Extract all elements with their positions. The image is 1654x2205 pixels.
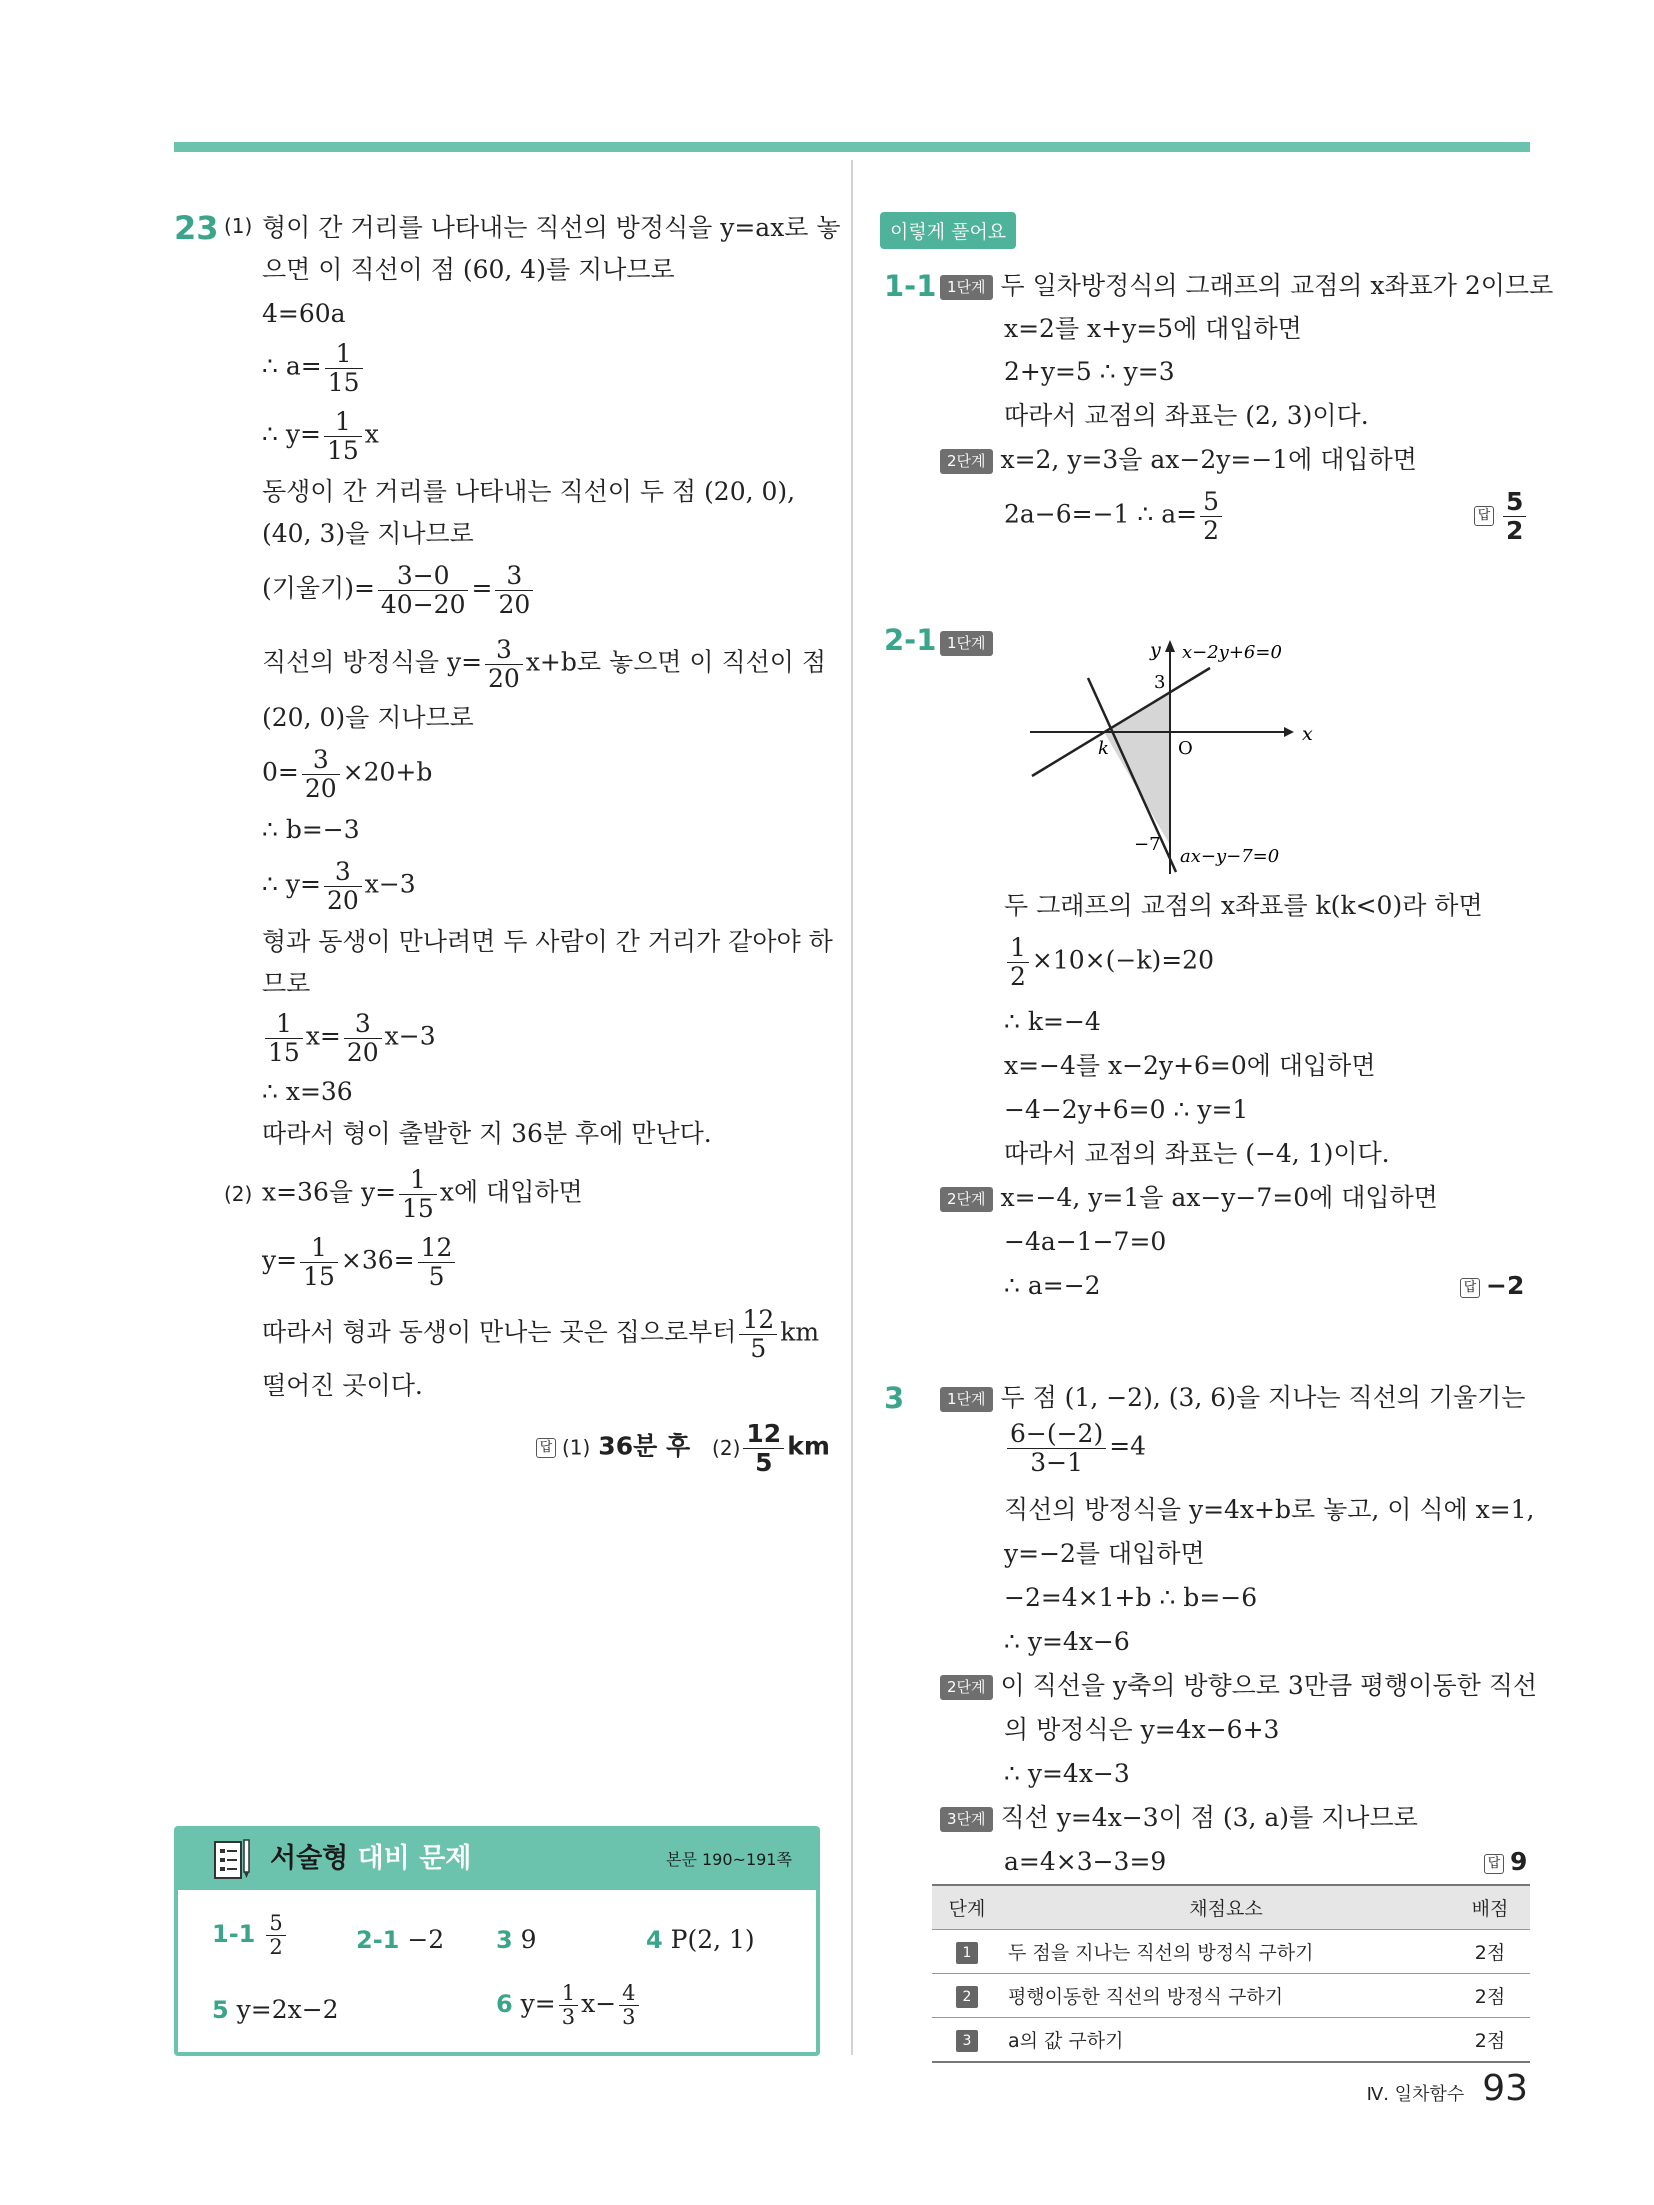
solution-line: 따라서 형과 동생이 만나는 곳은 집으로부터 $\frac{12}{5}$ km — [262, 1305, 820, 1363]
solution-line: 두 그래프의 교점의 x좌표를 k(k<0)라 하면 — [1004, 891, 1483, 920]
box-answer: 2-1 −2 — [356, 1925, 445, 1954]
col-header-step: 단계 — [932, 1885, 1002, 1930]
graph-line1-label: x−2y+6=0 — [1182, 642, 1282, 663]
points-cell: 2점 — [1450, 2018, 1530, 2063]
step-badge: 2단계 — [940, 1675, 993, 1700]
top-rule — [174, 142, 1530, 152]
solution-line: x=−4를 x−2y+6=0에 대입하면 — [1004, 1051, 1376, 1080]
shaded-triangle — [1104, 692, 1170, 845]
points-cell: 2점 — [1450, 1974, 1530, 2018]
box-page-ref: 본문 190~191쪽 — [666, 1850, 792, 1869]
solution-line: (기울기)= $\frac{3-0}{40-20}$ = $\frac{3}{20}$ — [262, 562, 536, 618]
solution-line: x=36을 y= $\frac{1}{15}$ x에 대입하면 — [262, 1165, 583, 1223]
notebook-icon — [212, 1838, 252, 1882]
solution-line: ∴ y=4x−6 — [1004, 1627, 1130, 1656]
column-divider — [851, 160, 853, 2055]
col-header-points: 배점 — [1450, 1885, 1530, 1930]
solution-line: 직선의 방정식을 y= $\frac{3}{20}$ x+b로 놓으면 이 직선이 점 — [262, 635, 827, 693]
box-title: 서술형 대비 문제 — [270, 1843, 472, 1874]
solution-line: 0= $\frac{3}{20}$ ×20+b — [262, 745, 433, 803]
criteria-cell: a의 값 구하기 — [1002, 2018, 1450, 2063]
answer: 답 −2 — [1460, 1270, 1524, 1301]
solution-line: 형이 간 거리를 나타내는 직선의 방정식을 y=ax로 놓 — [262, 213, 841, 242]
step-number: 1 — [956, 1942, 978, 1964]
solution-line: y=−2를 대입하면 — [1004, 1539, 1205, 1568]
answer-mark-icon: 답 — [536, 1438, 556, 1458]
box-answer: 1-1 $\frac{5}{2}$ — [212, 1912, 289, 1959]
col-header-criteria: 채점요소 — [1002, 1885, 1450, 1930]
solution-line: 으면 이 직선이 점 (60, 4)를 지나므로 — [262, 255, 675, 284]
solution-line: 따라서 교점의 좌표는 (−4, 1)이다. — [1004, 1139, 1390, 1168]
criteria-cell: 평행이동한 직선의 방정식 구하기 — [1002, 1974, 1450, 2018]
solution-line: ∴ x=36 — [262, 1077, 353, 1106]
step-line — [940, 626, 993, 657]
step-line: 2단계 이 직선을 y축의 방향으로 3만큼 평행이동한 직선 — [940, 1670, 1537, 1701]
solution-line: 떨어진 곳이다. — [262, 1371, 423, 1400]
answer-mark-icon: 답 — [1460, 1278, 1480, 1298]
points-cell: 2점 — [1450, 1930, 1530, 1974]
graph-m7-label: −7 — [1134, 834, 1161, 855]
table-row — [932, 1974, 1530, 2018]
descriptive-answer-box — [174, 1826, 820, 2056]
answer-mark-icon: 답 — [1474, 506, 1494, 526]
table-header-row — [932, 1885, 1530, 1930]
question-number: 23 — [174, 209, 219, 247]
criteria-cell: 두 점을 지나는 직선의 방정식 구하기 — [1002, 1930, 1450, 1974]
scoring-table — [932, 1884, 1530, 2063]
coordinate-graph — [1030, 630, 1340, 880]
part-label: (1) — [224, 214, 253, 238]
page-number: 93 — [1482, 2068, 1528, 2109]
box-answer: 6 y= $\frac{1}{3}$ x− $\frac{4}{3}$ — [496, 1982, 642, 2029]
page-footer — [1367, 2068, 1528, 2109]
step-number: 3 — [956, 2030, 978, 2052]
solution-line: ∴ a= $\frac{1}{15}$ — [262, 340, 366, 396]
solution-line: −2=4×1+b ∴ b=−6 — [1004, 1583, 1258, 1612]
question-number: 3 — [884, 1381, 905, 1415]
table-row — [932, 1930, 1530, 1974]
box-header — [178, 1830, 816, 1890]
solution-line: 4=60a — [262, 299, 346, 328]
solution-line: 므로 — [262, 969, 311, 998]
solution-line: ∴ y= $\frac{3}{20}$ x−3 — [262, 857, 416, 915]
step-line: 2단계 x=2, y=3을 ax−2y=−1에 대입하면 — [940, 444, 1417, 475]
step-line: 1단계 두 점 (1, −2), (3, 6)을 지나는 직선의 기울기는 — [940, 1382, 1525, 1413]
solution-line: $\frac{1}{15}$ x= $\frac{3}{20}$ x−3 — [262, 1010, 436, 1066]
graph-3-label: 3 — [1154, 672, 1166, 693]
solution-line: −4a−1−7=0 — [1004, 1227, 1167, 1256]
solution-line: ∴ y= $\frac{1}{15}$ x — [262, 407, 379, 465]
solution-line: $\frac{1}{2}$ ×10×(−k)=20 — [1004, 934, 1214, 990]
solution-line: ∴ b=−3 — [262, 815, 360, 844]
answer: 답 (1) 36분 후 (2) $\frac{12}{5}$ km — [536, 1420, 830, 1476]
x-axis-arrow-icon — [1284, 727, 1294, 737]
step-badge: 1단계 — [940, 275, 993, 300]
solution-line: $\frac{6-(-2)}{3-1}$ =4 — [1004, 1420, 1146, 1476]
solution-line: x=2를 x+y=5에 대입하면 — [1004, 314, 1302, 343]
solution-line: a=4×3−3=9 — [1004, 1847, 1167, 1876]
answer: 답 $\frac{5}{2}$ — [1474, 488, 1529, 544]
graph-line2-label: ax−y−7=0 — [1180, 846, 1280, 867]
chapter-label: Ⅳ. 일차함수 — [1366, 2084, 1465, 2105]
graph-origin-label: O — [1178, 738, 1193, 759]
step-badge: 3단계 — [940, 1807, 993, 1832]
solution-badge: 이렇게 풀어요 — [880, 212, 1016, 249]
step-badge: 1단계 — [940, 631, 993, 656]
step-number: 2 — [956, 1986, 978, 2008]
solution-line: ∴ a=−2 — [1004, 1271, 1101, 1300]
box-answer: 4 P(2, 1) — [646, 1925, 755, 1954]
y-axis-arrow-icon — [1165, 640, 1175, 652]
solution-line: 따라서 형이 출발한 지 36분 후에 만난다. — [262, 1119, 712, 1148]
box-answer: 3 9 — [496, 1925, 537, 1954]
question-number: 1-1 — [884, 269, 937, 303]
solution-line: 동생이 간 거리를 나타내는 직선이 두 점 (20, 0), — [262, 477, 796, 506]
answer-mark-icon: 답 — [1484, 1854, 1504, 1874]
box-answer: 5 y=2x−2 — [212, 1995, 339, 2024]
step-badge: 2단계 — [940, 1187, 993, 1212]
solution-line: 의 방정식은 y=4x−6+3 — [1004, 1715, 1280, 1744]
solution-line: ∴ k=−4 — [1004, 1007, 1101, 1036]
graph-k-label: k — [1098, 738, 1109, 759]
solution-line: ∴ y=4x−3 — [1004, 1759, 1130, 1788]
step-badge: 2단계 — [940, 449, 993, 474]
solution-line: (20, 0)을 지나므로 — [262, 703, 474, 732]
step-line: 1단계 두 일차방정식의 그래프의 교점의 x좌표가 2이므로 — [940, 270, 1553, 301]
part-label: (2) — [224, 1182, 253, 1206]
solution-line: −4−2y+6=0 ∴ y=1 — [1004, 1095, 1249, 1124]
step-line: 3단계 직선 y=4x−3이 점 (3, a)를 지나므로 — [940, 1802, 1418, 1833]
table-row — [932, 2018, 1530, 2063]
solution-line: 2+y=5 ∴ y=3 — [1004, 357, 1175, 386]
solution-line: 따라서 교점의 좌표는 (2, 3)이다. — [1004, 401, 1369, 430]
question-number: 2-1 — [884, 623, 937, 657]
solution-line: (40, 3)을 지나므로 — [262, 519, 474, 548]
solution-line: y= $\frac{1}{15}$ ×36= $\frac{12}{5}$ — [262, 1234, 458, 1290]
answer: 답 9 — [1484, 1846, 1527, 1877]
step-line: 2단계 x=−4, y=1을 ax−y−7=0에 대입하면 — [940, 1182, 1438, 1213]
step-badge: 1단계 — [940, 1387, 993, 1412]
solution-line: 2a−6=−1 ∴ a= $\frac{5}{2}$ — [1004, 488, 1225, 544]
solution-line: 형과 동생이 만나려면 두 사람이 간 거리가 같아야 하 — [262, 927, 833, 956]
graph-y-label: y — [1150, 639, 1161, 661]
solution-line: 직선의 방정식을 y=4x+b로 놓고, 이 식에 x=1, — [1004, 1495, 1535, 1524]
graph-x-label: x — [1302, 723, 1313, 745]
